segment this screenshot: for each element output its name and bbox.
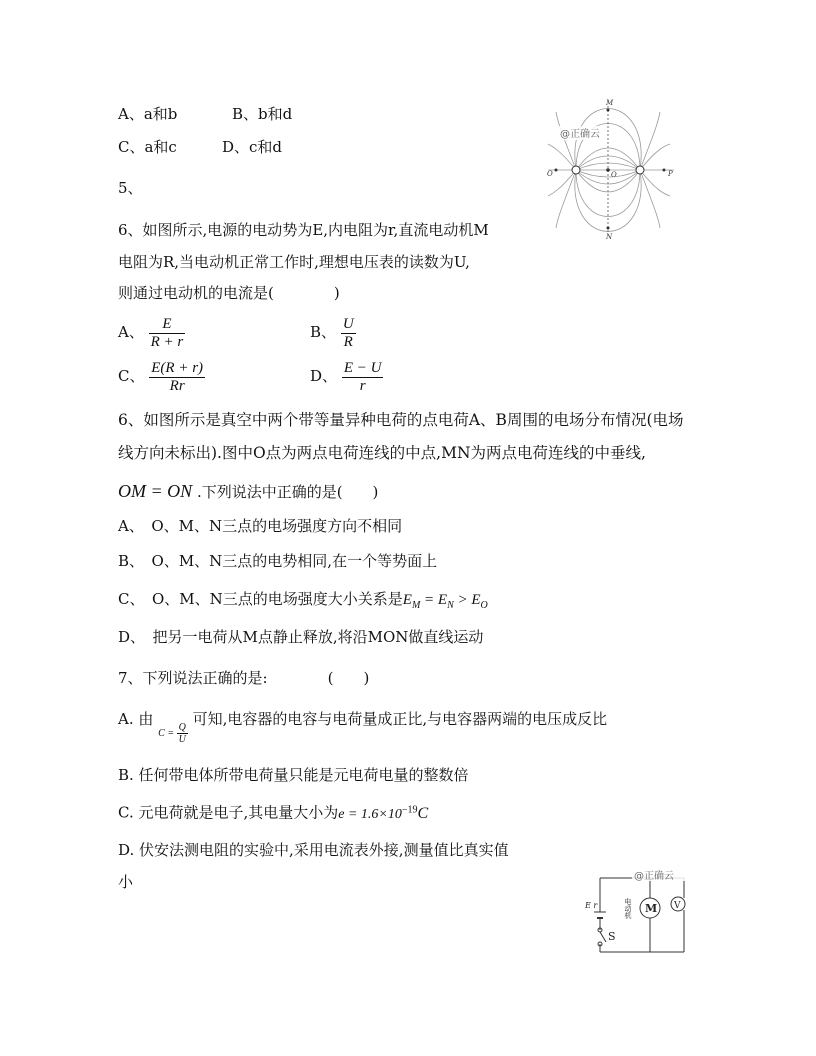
motor-circuit-diagram [582,868,694,960]
voltmeter-label: V [674,901,681,911]
q6b-stem-line2: 线方向未标出).图中O点为两点电荷连线的中点,MN为两点电荷连线的中垂线, [118,444,646,462]
q7-option-d-line1: D. 伏安法测电阻的实验中,采用电流表外接,测量值比真实值 [118,841,509,859]
q6a-option-c-label: C、 [118,367,145,385]
watermark: @正确云 [560,129,600,140]
q6b-option-c-formula: $E_M = E_N > E_O$ [402,592,488,611]
q7-option-c [118,800,428,825]
q7-option-b: B. 任何带电体所带电荷量只能是元电荷电量的整数倍 [118,766,469,784]
switch-label: S [608,930,616,943]
q6b-stem-line3 [118,481,378,502]
label-n: N [606,233,613,240]
q6a-option-d-formula: $\frac{E - U}{r}$ [343,360,382,394]
label-m: M [606,99,614,107]
charge-b [636,166,644,174]
label-o: O [611,171,617,179]
q6a-stem-line3: 则通过电动机的电流是( ) [118,284,340,302]
question-5-number: 5、 [118,179,143,197]
q6a-option-b-label: B、 [310,323,337,341]
option-a: A、a和b [118,105,178,123]
q6b-option-c [118,589,488,616]
motor-label: M [645,902,658,915]
motor-text: 电动机 [624,898,632,919]
q6b-option-a: A、 O、M、N三点的电场强度方向不相同 [118,517,403,535]
q6a-option-a [118,312,185,352]
q6a-option-c-formula: $\frac{E(R + r)}{Rr}$ [151,360,204,394]
q7-option-d-line2: 小 [118,873,134,891]
q6a-option-a-label: A、 [118,323,144,341]
q6b-formula-om-on: OM = ON [118,481,193,501]
q7-option-a-prefix: A. 由 [118,710,154,728]
q6b-option-c-text: C、 O、M、N三点的电场强度大小关系是 [118,590,403,608]
q6b-option-d: D、 把另一电荷从M点静止释放,将沿MON做直线运动 [118,628,484,646]
option-b: B、b和d [232,105,293,123]
q6a-option-b [310,312,356,352]
q6a-option-c [118,356,205,396]
label-right: P [668,170,673,178]
q6b-option-b: B、 O、M、N三点的电势相同,在一个等势面上 [118,552,438,570]
q6a-option-a-formula: $\frac{E}{R + r}$ [150,316,184,350]
option-d: D、c和d [222,138,283,156]
q7-stem: 7、下列说法正确的是: ( ) [118,669,370,687]
emf-label: E r [585,901,598,910]
q6a-option-b-formula: $\frac{U}{R}$ [342,316,354,350]
label-left: O [547,170,553,178]
q6a-option-d [310,356,383,396]
q6a-stem-line1: 6、如图所示,电源的电动势为E,内电阻为r,直流电动机M [118,221,489,239]
q6b-stem-line1: 6、如图所示是真空中两个带等量异种电荷的点电荷A、B周围的电场分布情况(电场 [118,411,684,429]
q7-option-a-text: 可知,电容器的电容与电荷量成正比,与电容器两端的电压成反比 [192,710,608,728]
q6b-stem-line3-text: .下列说法中正确的是( ) [196,483,379,501]
option-c: C、a和c [118,138,177,156]
q7-option-c-formula: $e = 1.6\times 10^{-19}C$ [338,804,429,822]
q6a-stem-line2: 电阻为R,当电动机正常工作时,理想电压表的读数为U, [118,253,470,271]
q7-option-a [118,702,607,745]
q7-option-c-text: C. 元电荷就是电子,其电量大小为 [118,803,339,822]
watermark: @正确云 [634,871,674,882]
charge-a [572,166,580,174]
q6a-option-d-label: D、 [310,367,338,385]
electric-field-diagram [546,98,682,240]
q7-option-a-formula: C = $\frac{Q}{U}$ [158,722,186,746]
